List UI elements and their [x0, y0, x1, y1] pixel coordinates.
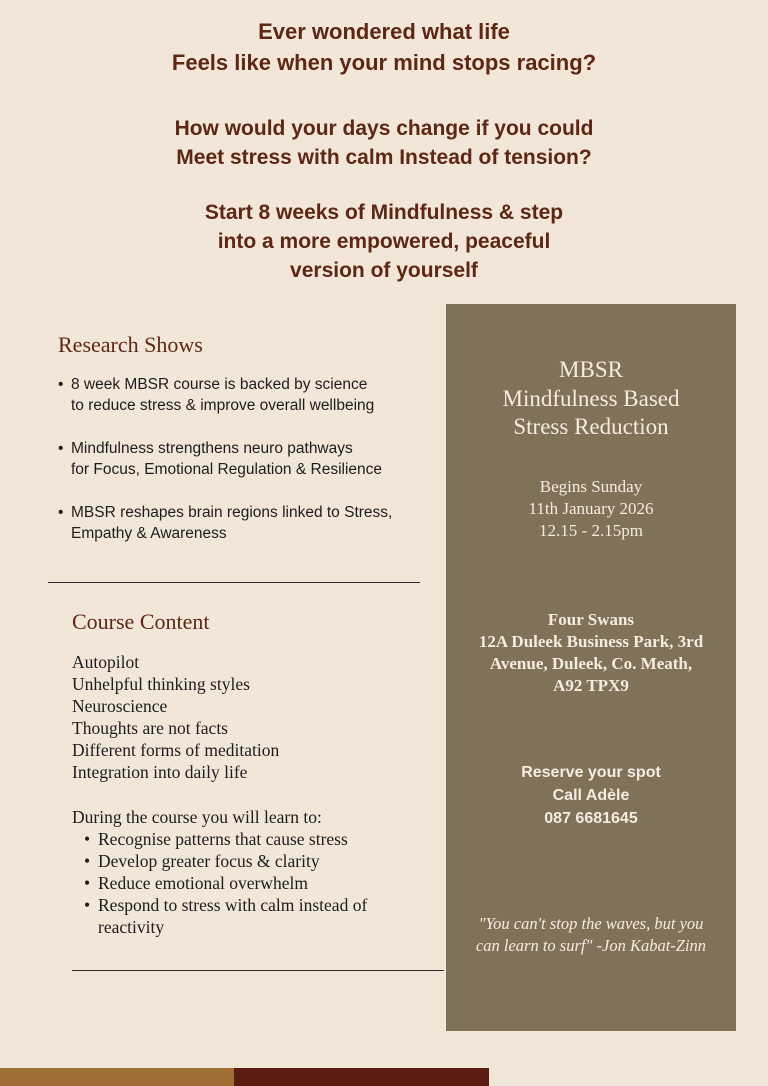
schedule-info: Begins Sunday 11th January 2026 12.15 - 2.15pm: [528, 477, 654, 540]
learn-list: [72, 828, 422, 938]
learn-item: • Develop greater focus & clarity: [72, 850, 422, 872]
course-content-list: [72, 651, 279, 783]
hero-line: Feels like when your mind stops racing?: [171, 50, 597, 75]
research-item: • MBSR reshapes brain regions linked to Stress, Empathy & Awareness: [58, 502, 428, 544]
learn-item: • Recognise patterns that cause stress: [72, 828, 422, 850]
footer-bar-right: [234, 1068, 489, 1086]
learn-item: • Respond to stress with calm instead of reactivity: [72, 894, 422, 938]
course-content-heading: Course Content: [72, 609, 210, 634]
course-topic: Integration into daily life: [72, 762, 248, 782]
panel-title: MBSR Mindfulness Based Stress Reduction: [502, 357, 680, 439]
divider: [72, 970, 444, 971]
reserve-contact: Reserve your spot Call Adèle 087 6681645: [521, 764, 661, 827]
research-list: [58, 374, 428, 566]
hero-question-2: [0, 114, 768, 172]
learn-item: • Reduce emotional overwhelm: [72, 872, 422, 894]
course-topic: Different forms of meditation: [72, 740, 280, 760]
learn-intro: During the course you will learn to:: [72, 807, 322, 827]
research-heading: Research Shows: [58, 332, 203, 357]
quote: "You can't stop the waves, but you can learn to surf" -Jon Kabat-Zinn: [475, 914, 707, 955]
hero-line: version of yourself: [290, 259, 478, 282]
divider: [48, 582, 420, 583]
hero-line: Ever wondered what life: [258, 19, 510, 44]
research-item: • Mindfulness strengthens neuro pathways for Focus, Emotional Regulation & Resilience: [58, 438, 428, 480]
hero-line: How would your days change if you could: [174, 117, 594, 140]
hero-call-to-action: [0, 198, 768, 285]
venue-address: Four Swans 12A Duleek Business Park, 3rd Avenue, Duleek, Co. Meath, A92 TPX9: [478, 610, 704, 695]
research-item: • 8 week MBSR course is backed by science to reduce stress & improve overall wellbeing: [58, 374, 428, 416]
hero-question-1: [0, 16, 768, 78]
footer-bar-left: [0, 1068, 234, 1086]
course-topic: Thoughts are not facts: [72, 718, 228, 738]
course-topic: Neuroscience: [72, 696, 168, 716]
hero-line: Meet stress with calm Instead of tension?: [176, 146, 592, 169]
course-topic: Unhelpful thinking styles: [72, 674, 250, 694]
course-info-panel: [446, 304, 736, 1031]
course-topic: Autopilot: [72, 652, 140, 672]
hero-line: Start 8 weeks of Mindfulness & step: [204, 201, 564, 224]
hero-line: into a more empowered, peaceful: [217, 230, 551, 253]
